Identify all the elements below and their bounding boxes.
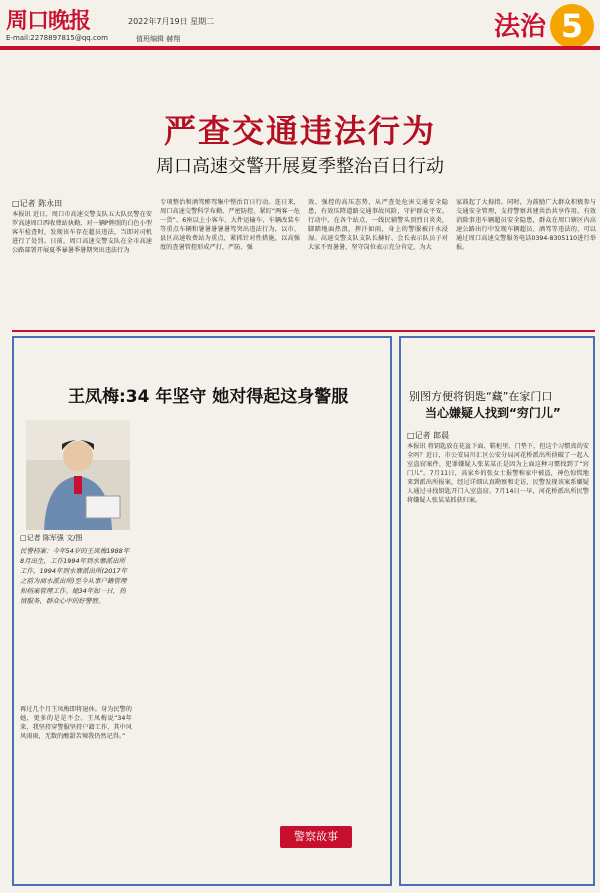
side-story-byline: □记者 郎晨 (407, 431, 450, 440)
photo-caption: □记者 陈军强 文/图 (20, 534, 83, 542)
page-number-badge: 5 (550, 4, 594, 48)
header-divider (0, 46, 600, 50)
issue-date: 2022年7月19日 星期二 (128, 17, 215, 26)
section-title: 法治 (494, 12, 547, 42)
lead-byline: □记者 陈永田 (12, 199, 63, 208)
feature-headline: 王凤梅:34 年坚守 她对得起这身警服 (68, 387, 349, 407)
lead-subheadline: 周口高速交警开展夏季整治百日行动 (156, 156, 444, 177)
column-tag: 警察故事 (280, 826, 352, 848)
lead-column-1: 本报讯 近日，周口市高速交警支队五大队民警在安罗高速周口西收费站执勤，对一辆P牌照的白色小型客车检查时，发现该车存在超员违法，当即对司机进行了处罚。日前，周口高速交警支队在全市高速公路部署开展夏季暴暑季暑期突出违法行为 (12, 211, 152, 254)
contact-email: E-mail:2278897815@qq.com (6, 34, 108, 42)
lead-column-4: 家鼓起了大拇指。同时，为鼓励广大群众积极参与交通安全管理，支持警察共建共治共享作用，有效消除事违车辆超员安全隐患，群众在周口辖区内高速公路出行中发现车辆超员、酒驾等违法的，可以通过周口高速交警服务电话0394-8305110进行举报。 (456, 199, 596, 251)
newspaper-name: 周口晚报 (6, 8, 91, 34)
editors-line: 值班编辑 赫翔 (136, 35, 181, 43)
story-divider (12, 330, 595, 332)
officer-photo (26, 420, 130, 530)
lead-headline: 严查交通违法行为 (163, 112, 436, 150)
feature-paragraph-1: 再过几个月王凤梅即将退休。身为民警的她，更多的是是不会。王凤梅说“34年来，我坚持穿警服坚持户籍工作，其中风风雨雨，无数的酸甜苦辣我仍然记得。” (20, 706, 132, 740)
lead-column-2: 专项整治和酒驾醉驾集中整治百日行动。连日来，周口高速交警科学布勤、严密防控，紧盯“两客一危一货”、6座以上小客车、大件运输车、车辆改装车等重点车辆和暑暑暑暑暑驾突出违法行为，以市、县区高速收费站为重点，紧抓针对性措施，以高强度的查暑管控形成严打、严防、强 (160, 199, 300, 251)
side-story-headline-2: 当心嫌疑人找到“穷门儿” (425, 406, 561, 420)
officer-profile-intro: 民警档案：今年54岁的王凤梅1988年8月出生，工作1994年到水寨派出所工作，1994年到水寨派出所(2017年之前为商水派出所)至今从事户籍管理和档案管理工作。她34年如一日，热情服务，群众心中的好警察。 (20, 547, 130, 605)
side-story-body: 本报讯 将钥匙放在花盆下面、鞋柜里、门垫下，但这个习惯真的安全吗？近日，市公安局川汇区公安分局河花桥派出所侦破了一起入室盗窃案件，犯罪嫌疑人张某某正是因为上面这种习惯找到了“窍门儿”。7月11日，高家乡的张女士报警称家中被盗，神色惊慌地来到派出所报案，经过详细认真勘察和走访，民警发现该案系嫌疑人通过寻找钥匙开门入室盗窃。7月14日一早，河花桥派出所民警将嫌疑人张某某抓获归案。 (407, 443, 589, 504)
side-story-headline-1: 别图方便将钥匙“藏”在家门口 (409, 390, 553, 403)
lead-column-3: 效、强控的高压态势，从严查处危害交通安全隐患，有效压降道路交通事故风险，守护群众平安。行动中，在各个站点，一线民辅警头顶烈日炎炎，脚踏地面热浪，挥汗如雨，身上的警服被汗水浸湿。高速交警支队支队长赫好、会长表示队员子对大家不畏暑暑，坚守岗位表示充分肯定，为大 (308, 199, 448, 251)
